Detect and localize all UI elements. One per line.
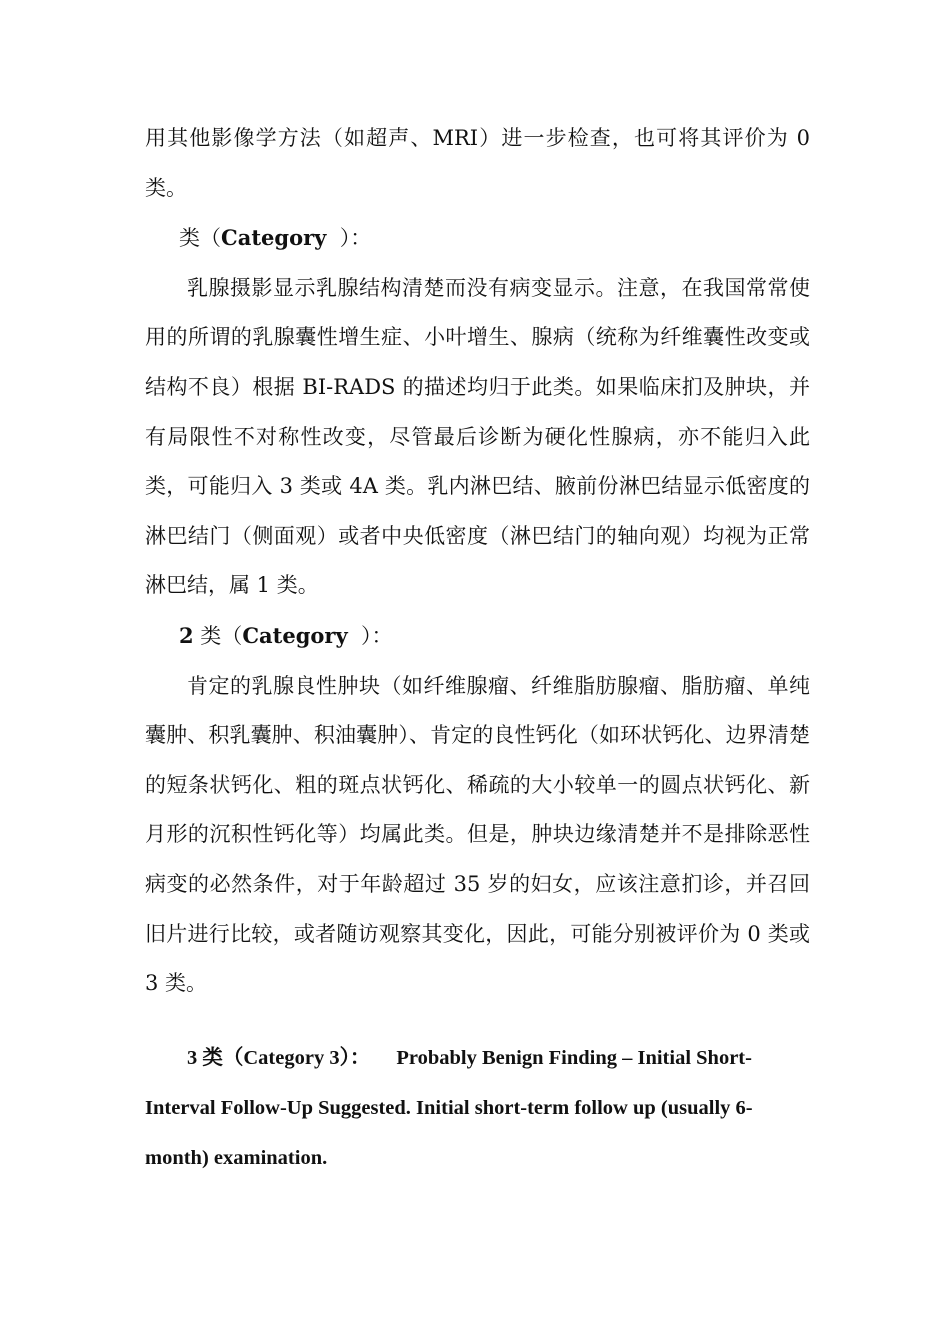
category-1-heading-suffix: ）： — [326, 226, 372, 251]
category-2-heading-prefix: 类（ — [193, 623, 243, 648]
category-2-heading — [145, 611, 810, 662]
category-2-body: 肯定的乳腺良性肿块（如纤维腺瘤、纤维脂肪腺瘤、脂肪瘤、单纯囊肿、积乳囊肿、积油囊肿）、肯定的良性钙化（如环状钙化、边界清楚的短条状钙化、粗的斑点状钙化、稀疏的大小较单一的圆点状钙化、新月形的沉积性钙化等）均属此类。但是，肿块边缘清楚并不是排除恶性病变的必然条件，对于年龄超过 35 岁的妇女，应该注意扪诊，并召回旧片进行比较，或者随访观察其变化，因此，可能分别被评价为 0 类或 3 类。 — [145, 673, 810, 996]
document-page — [145, 114, 810, 1183]
category-3-description: Probably Benign Finding – Initial Short-Interval Follow-Up Suggested. Initial short-term follow up (usually 6-month) examination. — [145, 1046, 753, 1169]
category-1-heading-prefix: 类（ — [179, 226, 221, 251]
category-1-body: 乳腺摄影显示乳腺结构清楚而没有病变显示。注意，在我国常常使用的所谓的乳腺囊性增生症、小叶增生、腺病（统称为纤维囊性改变或结构不良）根据 BI-RADS 的描述均归于此类。如果临床扪及肿块，并有局限性不对称性改变，尽管最后诊断为硬化性腺病，亦不能归入此类，可能归入 3 类或 4A 类。乳内淋巴结、腋前份淋巴结显示低密度的淋巴结门（侧面观）或者中央低密度（淋巴结门的轴向观）均视为正常淋巴结，属 1 类。 — [145, 275, 810, 598]
category-2-heading-number: 2 — [179, 622, 194, 648]
intro-paragraph: 用其他影像学方法（如超声、MRI）进一步检查，也可将其评价为 0 类。 — [145, 126, 810, 200]
category-1-heading — [145, 213, 810, 264]
category-2-heading-suffix: ）： — [347, 623, 393, 648]
category-3-heading: 3 类（Category 3）： — [187, 1046, 371, 1069]
category-2-heading-label: Category — [242, 622, 348, 648]
category-3-block — [145, 1033, 810, 1183]
category-1-heading-label: Category — [221, 225, 327, 251]
